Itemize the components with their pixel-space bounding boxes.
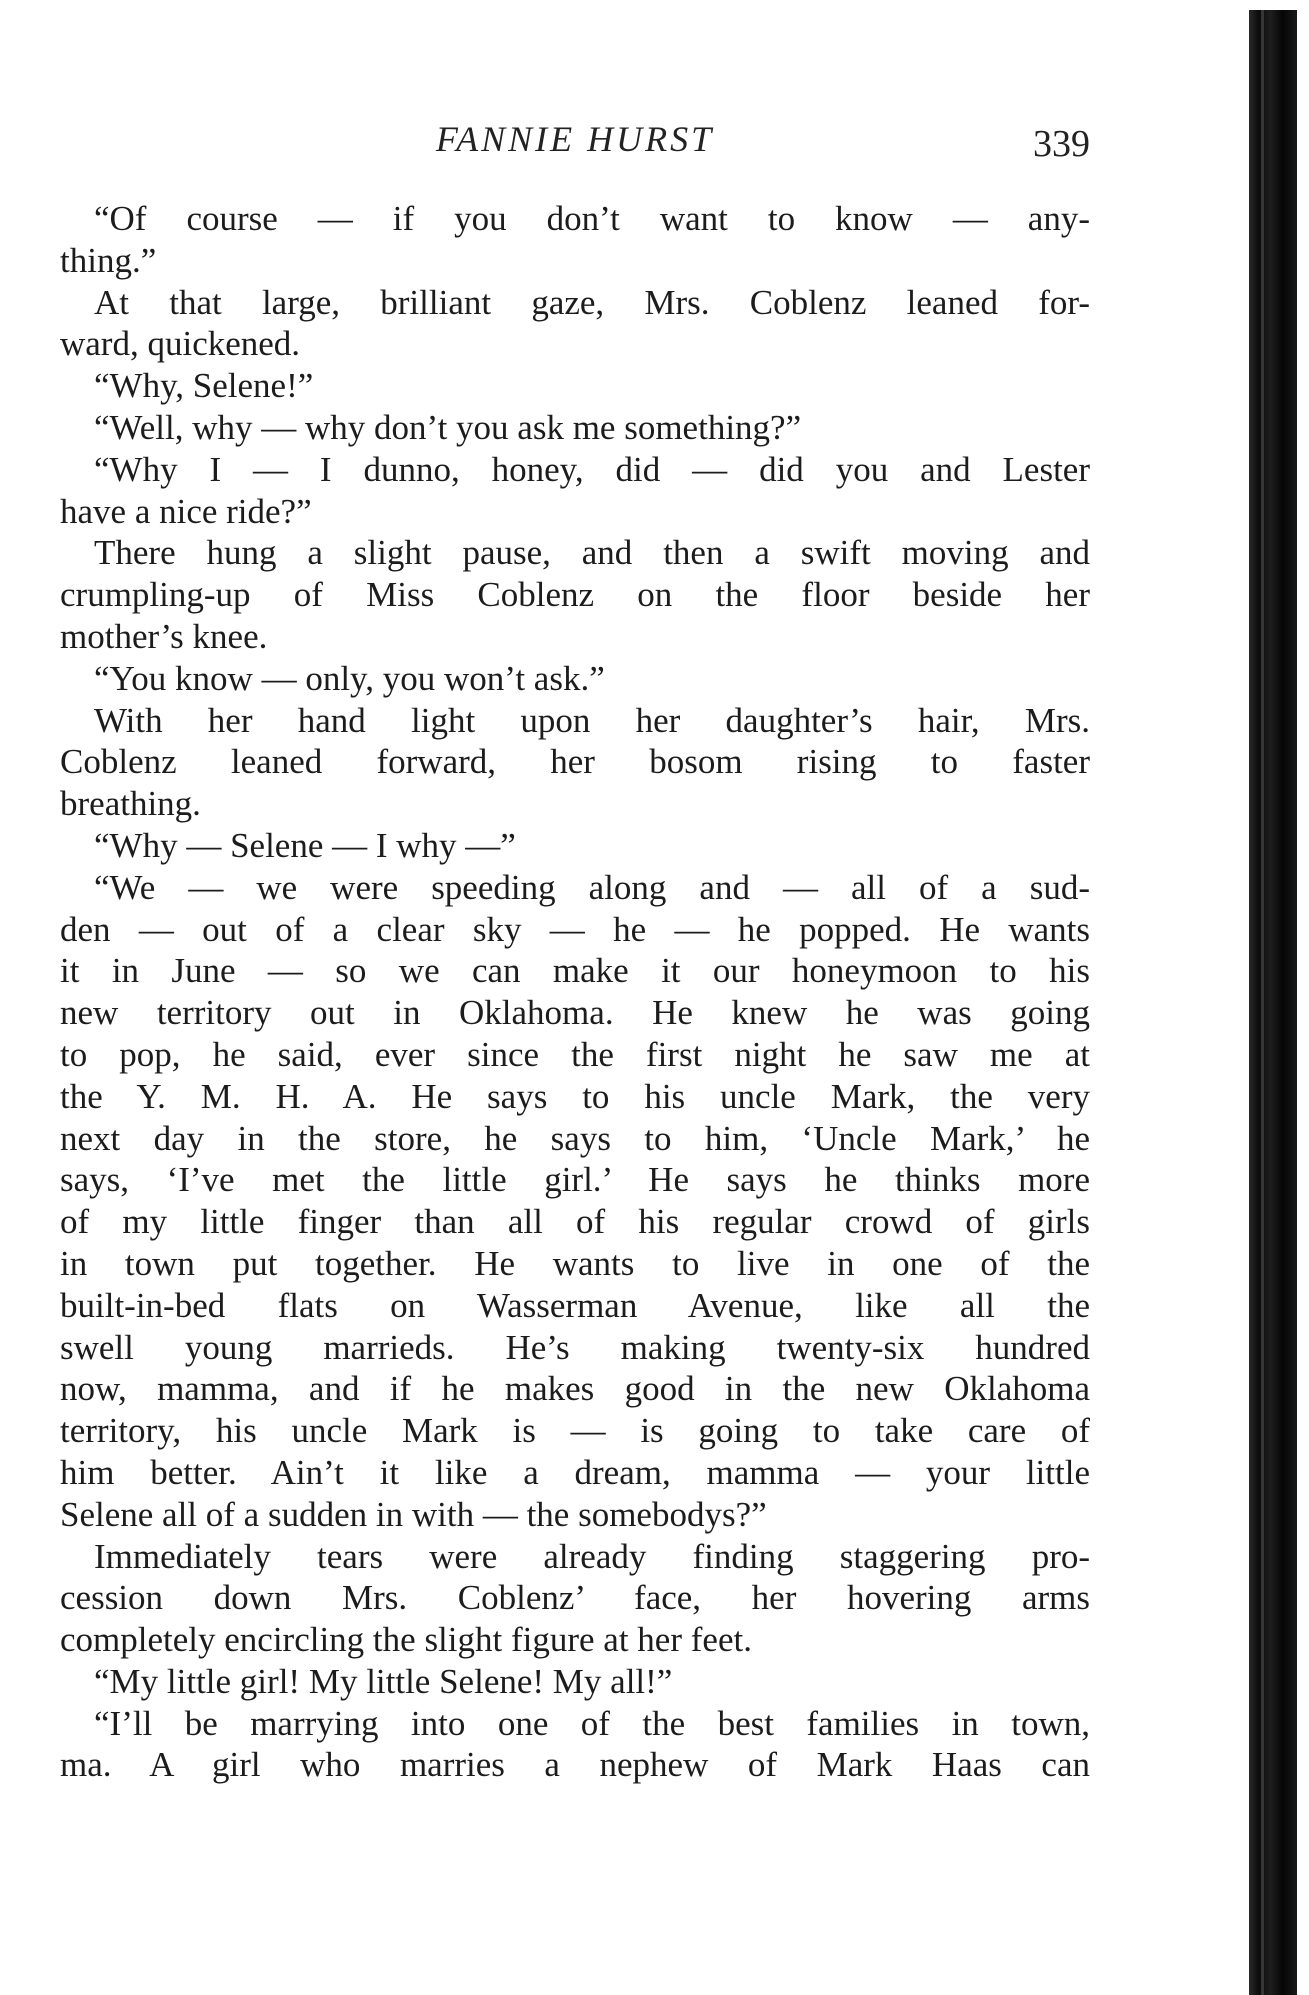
text-line: At that large, brilliant gaze, Mrs. Coblenz leaned for-	[94, 282, 1090, 322]
text-line: him better. Ain’t it like a dream, mamma — your little	[60, 1452, 1090, 1492]
text-line: Coblenz leaned forward, her bosom rising to faster	[60, 742, 1090, 782]
text-line: have a nice ride?”	[60, 491, 312, 531]
text-line: “Why I — I dunno, honey, did — did you and Lester	[94, 449, 1090, 489]
text-line: den — out of a clear sky — he — he popped. He wants	[60, 909, 1090, 949]
text-line: There hung a slight pause, and then a swift moving and	[94, 533, 1090, 573]
text-line: the Y. M. H. A. He says to his uncle Mark, the very	[60, 1076, 1090, 1116]
text-line: thing.”	[60, 240, 157, 280]
text-line: territory, his uncle Mark is — is going to take care of	[60, 1411, 1090, 1451]
body-text	[60, 198, 1090, 1786]
text-line: ma. A girl who marries a nephew of Mark Haas can	[60, 1745, 1090, 1785]
text-line: it in June — so we can make it our honeymoon to his	[60, 951, 1090, 991]
text-line: breathing.	[60, 784, 201, 824]
text-line: Immediately tears were already finding staggering pro-	[94, 1536, 1090, 1576]
text-line: swell young marrieds. He’s making twenty-six hundred	[60, 1327, 1090, 1367]
text-line: Selene all of a sudden in with — the somebodys?”	[60, 1494, 767, 1534]
page-number: 339	[1033, 123, 1090, 165]
text-line: ward, quickened.	[60, 324, 301, 364]
text-line: to pop, he said, ever since the first night he saw me at	[60, 1034, 1090, 1074]
text-line: crumpling-up of Miss Coblenz on the floor beside her	[60, 575, 1090, 615]
book-binding-edge	[1249, 10, 1297, 1995]
text-line: “Of course — if you don’t want to know — any-	[94, 199, 1090, 238]
text-line: “You know — only, you won’t ask.”	[94, 658, 605, 698]
text-line: mother’s knee.	[60, 616, 268, 656]
text-line: “I’ll be marrying into one of the best families in town,	[94, 1703, 1090, 1743]
running-head: FANNIE HURST	[435, 119, 715, 159]
text-line: cession down Mrs. Coblenz’ face, her hovering arms	[60, 1578, 1090, 1618]
text-line: in town put together. He wants to live in one of the	[60, 1243, 1090, 1283]
text-line: “Why — Selene — I why —”	[94, 825, 516, 865]
text-line: “My little girl! My little Selene! My all!”	[94, 1661, 673, 1701]
text-line: new territory out in Oklahoma. He knew he was going	[60, 993, 1090, 1033]
page-header	[60, 118, 1090, 166]
text-line: “Why, Selene!”	[94, 366, 314, 406]
text-line: built-in-bed flats on Wasserman Avenue, like all the	[60, 1285, 1090, 1325]
text-line: “Well, why — why don’t you ask me something?”	[94, 407, 802, 447]
text-line: says, ‘I’ve met the little girl.’ He says he thinks more	[60, 1160, 1090, 1200]
text-line: of my little finger than all of his regular crowd of girls	[60, 1202, 1090, 1242]
text-line: now, mamma, and if he makes good in the new Oklahoma	[60, 1369, 1090, 1409]
text-line: next day in the store, he says to him, ‘Uncle Mark,’ he	[60, 1118, 1090, 1158]
text-line: completely encircling the slight figure at her feet.	[60, 1620, 752, 1660]
text-line: With her hand light upon her daughter’s hair, Mrs.	[94, 700, 1090, 740]
text-line: “We — we were speeding along and — all of a sud-	[94, 867, 1090, 907]
